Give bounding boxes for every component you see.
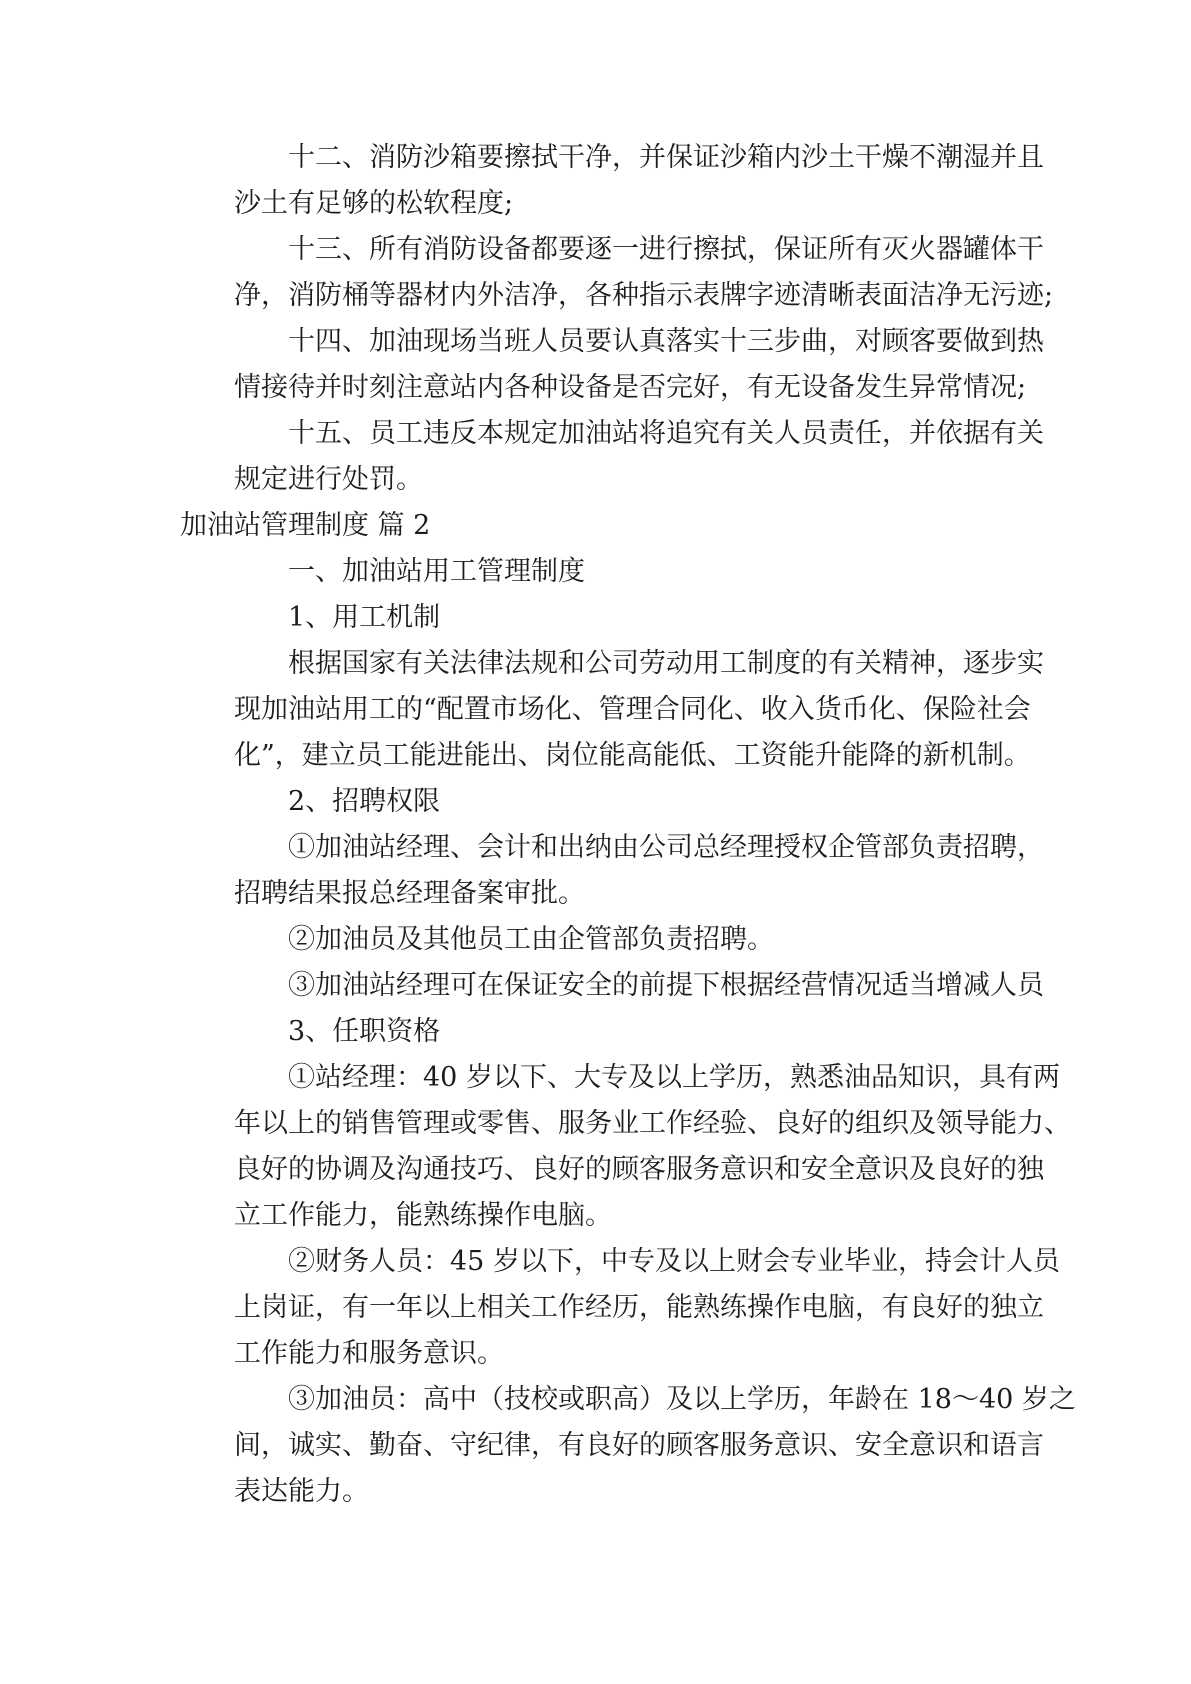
text-line: 沙土有足够的松软程度;: [234, 188, 514, 219]
subheading-qualifications: [180, 1009, 1020, 1055]
paragraph-recruitment-1: [180, 825, 1044, 917]
text-line: 立工作能力，能熟练操作电脑。: [234, 1200, 612, 1231]
text-line: 十四、加油现场当班人员要认真落实十三步曲，对顾客要做到热: [288, 326, 1044, 357]
text-line: ①加油站经理、会计和出纳由公司总经理授权企管部负责招聘，: [288, 832, 1044, 863]
paragraph-14: [180, 319, 1044, 411]
paragraph-qualification-finance: [180, 1239, 1060, 1377]
text-line: 3、任职资格: [288, 1016, 441, 1047]
text-line: ①站经理：40 岁以下、大专及以上学历，熟悉油品知识，具有两: [288, 1062, 1060, 1093]
text-line: 净，消防桶等器材内外洁净，各种指示表牌字迹清晰表面洁净无污迹;: [234, 280, 1054, 311]
subheading-employment-management: [180, 549, 1020, 595]
text-line: 2、招聘权限: [288, 786, 441, 817]
text-line: ②财务人员：45 岁以下，中专及以上财会专业毕业，持会计人员: [288, 1246, 1060, 1277]
paragraph-12: [180, 135, 1044, 227]
text-line: 现加油站用工的“配置市场化、管理合同化、收入货币化、保险社会: [234, 694, 1031, 725]
document-body: [180, 135, 1076, 1515]
text-line: 工作能力和服务意识。: [234, 1338, 504, 1369]
text-line: ③加油员：高中（技校或职高）及以上学历，年龄在 18～40 岁之: [288, 1384, 1076, 1415]
text-line: 十三、所有消防设备都要逐一进行擦拭，保证所有灭火器罐体干: [288, 234, 1044, 265]
text-line: 年以上的销售管理或零售、服务业工作经验、良好的组织及领导能力、: [234, 1108, 1071, 1139]
text-line: 化”，建立员工能进能出、岗位能高能低、工资能升能降的新机制。: [234, 740, 1031, 771]
paragraph-13: [180, 227, 1054, 319]
paragraph-qualification-manager: [180, 1055, 1071, 1239]
paragraph-15: [180, 411, 1044, 503]
text-line: 十二、消防沙箱要擦拭干净，并保证沙箱内沙土干燥不潮湿并且: [288, 142, 1044, 173]
text-line: 一、加油站用工管理制度: [288, 556, 585, 587]
text-line: 1、用工机制: [288, 602, 441, 633]
text-line: ②加油员及其他员工由企管部负责招聘。: [288, 924, 774, 955]
paragraph-employment-mechanism: [180, 641, 1044, 779]
text-line: 规定进行处罚。: [234, 464, 423, 495]
text-line: ③加油站经理可在保证安全的前提下根据经营情况适当增减人员: [288, 970, 1044, 1001]
text-line: 良好的协调及沟通技巧、良好的顾客服务意识和安全意识及良好的独: [234, 1154, 1044, 1185]
paragraph-qualification-attendant: [180, 1377, 1076, 1515]
text-line: 情接待并时刻注意站内各种设备是否完好，有无设备发生异常情况;: [234, 372, 1027, 403]
subheading-recruitment-authority: [180, 779, 1020, 825]
subheading-employment-mechanism: [180, 595, 1020, 641]
section-heading-text: 加油站管理制度 篇 2: [180, 510, 431, 541]
text-line: 间，诚实、勤奋、守纪律，有良好的顾客服务意识、安全意识和语言: [234, 1430, 1044, 1461]
text-line: 上岗证，有一年以上相关工作经历，能熟练操作电脑，有良好的独立: [234, 1292, 1044, 1323]
text-line: 表达能力。: [234, 1476, 369, 1507]
section-heading: [180, 503, 1020, 549]
text-line: 十五、员工违反本规定加油站将追究有关人员责任，并依据有关: [288, 418, 1044, 449]
paragraph-recruitment-2: [180, 917, 1020, 963]
text-line: 招聘结果报总经理备案审批。: [234, 878, 585, 909]
paragraph-recruitment-3: [180, 963, 1044, 1009]
text-line: 根据国家有关法律法规和公司劳动用工制度的有关精神，逐步实: [288, 648, 1044, 679]
